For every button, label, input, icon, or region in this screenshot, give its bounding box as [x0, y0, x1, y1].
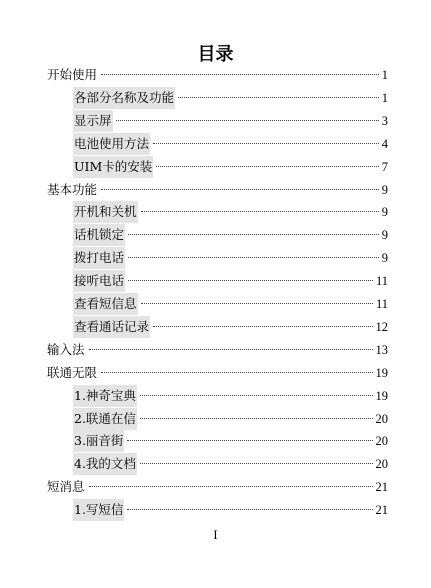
toc-entry-page-number: 1 — [381, 90, 388, 105]
toc-entry[interactable] — [46, 339, 388, 361]
toc-entry-page-number: 9 — [381, 228, 388, 243]
toc-entry-page-number: 7 — [381, 159, 388, 174]
toc-entry-page-number: 21 — [375, 503, 388, 518]
toc-entry-page-number: 4 — [381, 136, 388, 151]
dot-leader — [141, 303, 373, 304]
toc-entry-page-number: 12 — [375, 319, 388, 334]
dot-leader — [127, 440, 372, 441]
toc-entry-page-number: 19 — [375, 365, 388, 380]
toc-entry[interactable] — [73, 316, 388, 338]
toc-entry[interactable] — [73, 408, 388, 430]
dot-leader — [127, 509, 372, 510]
toc-entry-page-number: 9 — [381, 251, 388, 266]
dot-leader — [101, 189, 379, 190]
toc-entry-page-number: 21 — [375, 480, 388, 495]
toc-entry-label: UIM卡的安装 — [73, 156, 153, 178]
toc-entry-label: 显示屏 — [73, 110, 113, 132]
toc-entry-label: 4.我的文档 — [73, 453, 137, 475]
toc-entry-label: 2.联通在信 — [73, 408, 137, 430]
toc-entry-label: 拨打电话 — [73, 247, 125, 269]
toc-entry[interactable] — [73, 247, 388, 269]
toc-entry[interactable] — [73, 201, 388, 223]
toc-entry[interactable] — [73, 385, 388, 407]
dot-leader — [141, 211, 379, 212]
dot-leader — [89, 486, 373, 487]
dot-leader — [140, 418, 373, 419]
toc-entry[interactable] — [73, 270, 388, 292]
dot-leader — [140, 395, 373, 396]
toc-entry[interactable] — [46, 64, 388, 86]
toc-entry-label: 查看通话记录 — [73, 316, 150, 338]
toc-entry-label: 开始使用 — [47, 67, 98, 82]
toc-entry-page-number: 13 — [375, 342, 388, 357]
toc-entry[interactable] — [73, 293, 388, 315]
toc-entry-page-number: 19 — [375, 388, 388, 403]
toc-entry-label: 短消息 — [47, 479, 85, 495]
dot-leader — [116, 120, 379, 121]
toc-entry-page-number: 20 — [375, 411, 388, 426]
toc-entry-page-number: 20 — [375, 457, 388, 472]
toc-entry[interactable] — [73, 156, 388, 178]
page-number: I — [213, 528, 218, 542]
toc-entry-label: 话机锁定 — [73, 224, 125, 246]
toc-entry-label: 1.神奇宝典 — [73, 385, 137, 407]
toc-entry-label: 3.丽音街 — [73, 430, 124, 452]
dot-leader — [101, 74, 379, 75]
toc-entry[interactable] — [46, 362, 388, 384]
toc-entry[interactable] — [73, 430, 388, 452]
toc-entry-page-number: 11 — [375, 274, 388, 289]
toc-entry[interactable] — [73, 499, 388, 521]
toc-title: 目录 — [197, 44, 234, 65]
dot-leader — [156, 166, 378, 167]
toc-entry[interactable] — [46, 476, 388, 498]
toc-entry-label: 联通无限 — [47, 364, 98, 380]
toc-entry-label: 查看短信息 — [73, 293, 138, 315]
dot-leader — [89, 349, 373, 350]
dot-leader — [128, 234, 379, 235]
toc-entry[interactable] — [46, 179, 388, 201]
toc-entry-label: 输入法 — [47, 341, 85, 357]
toc-entry[interactable] — [73, 453, 388, 475]
toc-entry[interactable] — [73, 87, 388, 109]
toc-entry-page-number: 1 — [381, 68, 388, 82]
toc-entry[interactable] — [73, 133, 388, 155]
dot-leader — [153, 326, 372, 327]
toc-entry-page-number: 20 — [375, 434, 388, 449]
toc-entry-label: 1.写短信 — [73, 499, 124, 521]
dot-leader — [140, 463, 373, 464]
toc-entry-page-number: 11 — [375, 297, 388, 311]
toc-entry-page-number: 9 — [381, 182, 388, 197]
dot-leader — [178, 97, 379, 98]
dot-leader — [101, 372, 372, 373]
dot-leader — [153, 143, 379, 144]
dot-leader — [128, 280, 373, 281]
toc-entry-label: 各部分名称及功能 — [73, 87, 175, 109]
toc-entry-page-number: 3 — [381, 113, 388, 128]
toc-entry-label: 接听电话 — [73, 270, 125, 292]
toc-entry-label: 基本功能 — [47, 181, 98, 197]
toc-entry-label: 电池使用方法 — [73, 133, 150, 155]
toc-entry[interactable] — [73, 110, 388, 132]
dot-leader — [128, 257, 379, 258]
toc-entry-page-number: 9 — [381, 205, 388, 220]
toc-entry-label: 开机和关机 — [73, 201, 138, 223]
toc-entry[interactable] — [73, 224, 388, 246]
